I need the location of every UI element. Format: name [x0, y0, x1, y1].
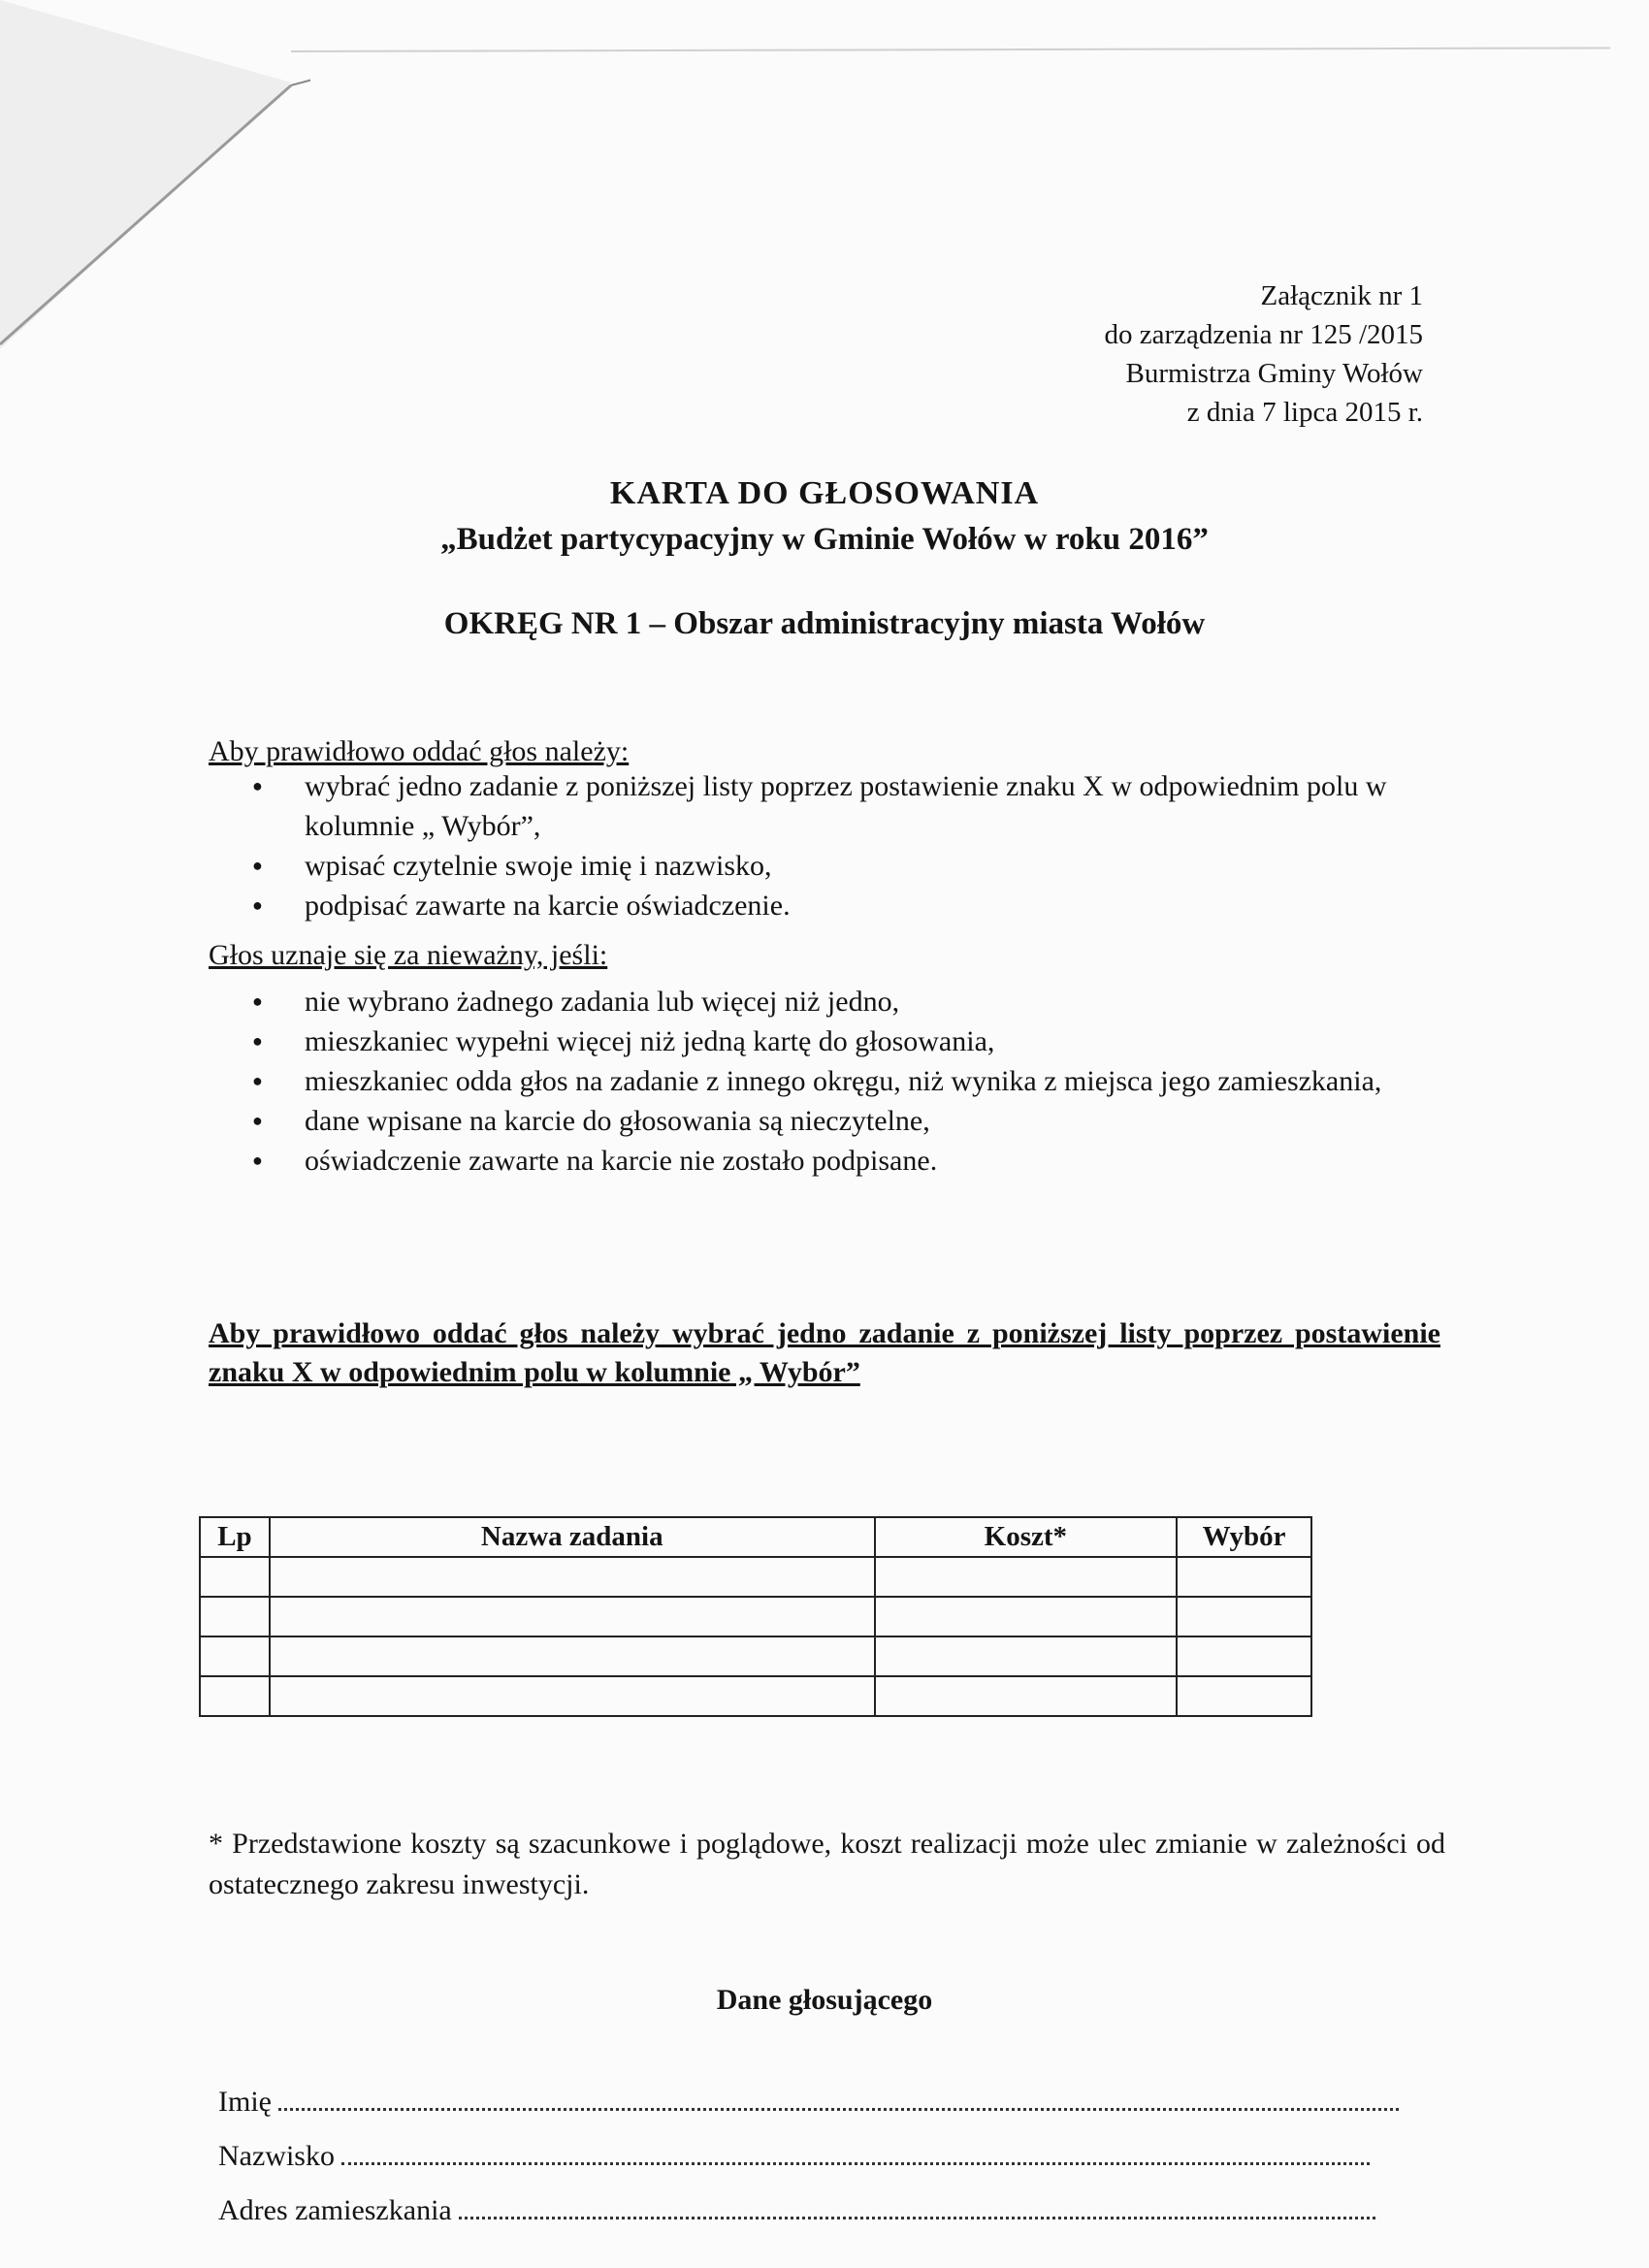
table-row	[200, 1557, 1311, 1597]
invalid-item: ● oświadczenie zawarte na karcie nie zostało podpisane.	[242, 1141, 1436, 1181]
cost-footnote: * Przedstawione koszty są szacunkowe i poglądowe, koszt realizacji może ulec zmianie w zależności od ostatecznego zakresu inwestycji.	[209, 1828, 1445, 1900]
table-row	[200, 1676, 1311, 1716]
header-lp: Lp	[200, 1517, 270, 1557]
cell-cost	[875, 1676, 1177, 1716]
choice-checkbox-cell[interactable]	[1177, 1636, 1311, 1676]
cell-cost	[875, 1597, 1177, 1636]
table-row	[200, 1597, 1311, 1636]
selection-instruction: Aby prawidłowo oddać głos należy wybrać jedno zadanie z poniższej listy poprzez postawienie znaku X w odpowiednim polu w kolumnie „ Wybór”	[209, 1317, 1440, 1388]
cell-task-name	[270, 1676, 875, 1716]
cell-lp	[200, 1676, 270, 1716]
instruction-item: ● wpisać czytelnie swoje imię i nazwisko,	[242, 846, 1436, 886]
address-input-line[interactable]	[459, 2195, 1375, 2219]
ballot-title: KARTA DO GŁOSOWANIA	[609, 475, 1040, 511]
annex-block	[1104, 276, 1423, 432]
instructions-list	[242, 766, 1436, 925]
cell-cost	[875, 1557, 1177, 1597]
invalid-item: ● dane wpisane na karcie do głosowania są nieczytelne,	[242, 1101, 1436, 1141]
scan-edge-line	[291, 47, 1610, 52]
header-cost: Koszt*	[875, 1517, 1177, 1557]
invalid-item: ● nie wybrano żadnego zadania lub więcej niż jedno,	[242, 982, 1436, 1021]
choice-checkbox-cell[interactable]	[1177, 1557, 1311, 1597]
instruction-item: ● podpisać zawarte na karcie oświadczenie.	[242, 886, 1436, 925]
table-header-row	[200, 1517, 1311, 1557]
cell-cost	[875, 1636, 1177, 1676]
address-field[interactable]	[218, 2194, 1375, 2227]
instructions-heading: Aby prawidłowo oddać głos należy:	[209, 735, 630, 767]
address-label: Adres zamieszkania	[218, 2194, 452, 2226]
cell-task-name	[270, 1636, 875, 1676]
first-name-label: Imię	[218, 2086, 272, 2118]
annex-date: z dnia 7 lipca 2015 r.	[1186, 397, 1423, 428]
folded-corner	[0, 0, 310, 349]
invalid-list	[242, 982, 1436, 1181]
ballot-subtitle: „Budżet partycypacyjny w Gminie Wołów w roku 2016”	[440, 522, 1209, 557]
annex-authority: Burmistrza Gminy Wołów	[1125, 358, 1423, 389]
instruction-item: ● wybrać jedno zadanie z poniższej listy poprzez postawienie znaku X w odpowiednim polu w kolumnie „ Wybór”,	[242, 766, 1436, 846]
last-name-input-line[interactable]	[341, 2141, 1370, 2165]
district-title: OKRĘG NR 1 – Obszar administracyjny miasta Wołów	[443, 606, 1206, 641]
last-name-field[interactable]	[218, 2140, 1370, 2173]
invalid-heading: Głos uznaje się za nieważny, jeśli:	[209, 939, 608, 971]
choice-checkbox-cell[interactable]	[1177, 1597, 1311, 1636]
first-name-input-line[interactable]	[278, 2087, 1399, 2111]
cell-task-name	[270, 1597, 875, 1636]
task-table	[199, 1516, 1312, 1717]
choice-checkbox-cell[interactable]	[1177, 1676, 1311, 1716]
table-row	[200, 1636, 1311, 1676]
cell-lp	[200, 1557, 270, 1597]
header-choice: Wybór	[1177, 1517, 1311, 1557]
last-name-label: Nazwisko	[218, 2140, 335, 2172]
cell-lp	[200, 1636, 270, 1676]
invalid-item: ● mieszkaniec odda głos na zadanie z innego okręgu, niż wynika z miejsca jego zamieszkania,	[242, 1061, 1436, 1101]
invalid-item: ● mieszkaniec wypełni więcej niż jedną kartę do głosowania,	[242, 1021, 1436, 1061]
annex-number: Załącznik nr 1	[1260, 280, 1423, 311]
first-name-field[interactable]	[218, 2086, 1399, 2119]
cell-task-name	[270, 1557, 875, 1597]
cell-lp	[200, 1597, 270, 1636]
voter-data-heading: Dane głosującego	[716, 1984, 933, 2016]
annex-order: do zarządzenia nr 125 /2015	[1104, 319, 1423, 350]
header-task-name: Nazwa zadania	[270, 1517, 875, 1557]
